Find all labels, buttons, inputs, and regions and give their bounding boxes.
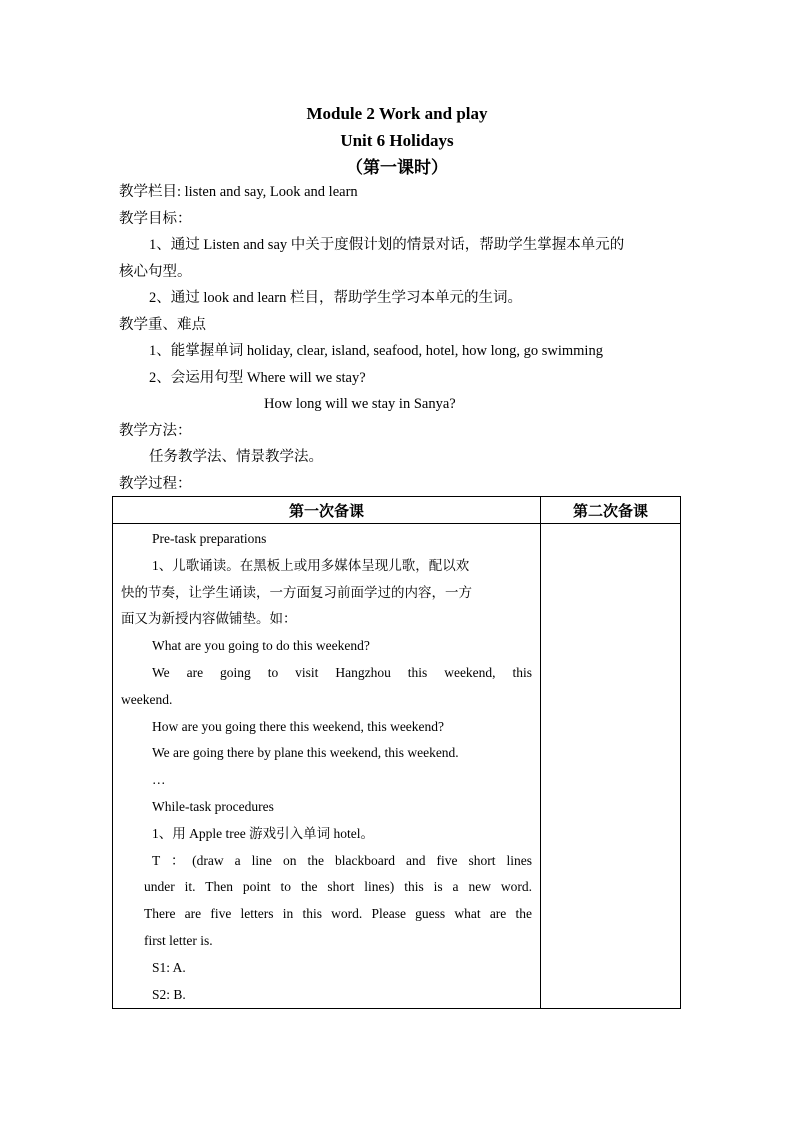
teacher-line-a: T ：(draw a line on the blackboard and five short lines: [152, 852, 532, 868]
lesson-title: （第一课时）: [346, 158, 448, 177]
goals-label: 教学目标：: [119, 210, 192, 227]
teacher-line-c: There are five letters in this word. Please guess what are the: [144, 906, 532, 922]
teacher-line-b: under it. Then point to the short lines) this is a new word.: [144, 879, 532, 895]
unit-title: Unit 6 Holidays: [340, 131, 454, 150]
document-title-block: [0, 100, 794, 181]
answer-1: We are going to visit Hangzhou this weekend, this: [152, 664, 532, 680]
step-1-line-a: 1、儿歌诵读。在黑板上或用多媒体呈现儿歌，配以欢: [152, 557, 470, 573]
process-label: 教学过程：: [119, 475, 192, 492]
goal-2: 2、通过 look and learn 栏目，帮助学生学习本单元的生词。: [149, 290, 522, 306]
step-2-line: 1、用 Apple tree 游戏引入单词 hotel。: [152, 825, 374, 841]
pre-task-heading: Pre-task preparations: [152, 531, 267, 546]
first-preparation-cell: [113, 524, 541, 1009]
table-body-row: [113, 524, 681, 1009]
question-2: How are you going there this weekend, this weekend?: [152, 718, 445, 734]
focus-2-sentence-b: How long will we stay in Sanya?: [264, 396, 456, 412]
focus-2: 2、会运用句型 Where will we stay?: [149, 369, 366, 386]
student-2-answer: S2: B.: [152, 986, 186, 1002]
lesson-plan-table: [112, 496, 681, 1009]
table-header-row: [113, 497, 681, 524]
goal-1: 1、通过 Listen and say 中关于度假计划的情景对话，帮助学生掌握本单元的: [149, 237, 625, 253]
teaching-column-line: 教学栏目: listen and say, Look and learn: [119, 184, 358, 200]
teacher-line-d: first letter is.: [144, 932, 213, 948]
second-preparation-header: 第二次备课: [541, 497, 681, 524]
lesson-info: [119, 179, 679, 497]
question-1: What are you going to do this weekend?: [152, 638, 370, 654]
while-task-heading: While-task procedures: [152, 798, 274, 814]
answer-2: We are going there by plane this weekend, this weekend.: [152, 745, 459, 761]
ellipsis: …: [152, 772, 166, 788]
focus-label: 教学重、难点: [119, 316, 206, 333]
step-1-line-c: 面又为新授内容做铺垫。如：: [121, 611, 297, 627]
method-label: 教学方法：: [119, 422, 192, 439]
answer-1-continued: weekend.: [121, 691, 173, 707]
second-preparation-cell: [541, 524, 681, 1009]
method-text: 任务教学法、情景教学法。: [149, 449, 323, 465]
module-title: Module 2 Work and play: [306, 104, 488, 123]
goal-1-continued: 核心句型。: [119, 263, 192, 280]
step-1-line-b: 快的节奏，让学生诵读，一方面复习前面学过的内容，一方: [121, 584, 472, 600]
first-preparation-header: 第一次备课: [113, 497, 541, 524]
focus-1: 1、能掌握单词 holiday, clear, island, seafood, hotel, how long, go swimming: [149, 343, 603, 359]
student-1-answer: S1: A.: [152, 959, 186, 975]
